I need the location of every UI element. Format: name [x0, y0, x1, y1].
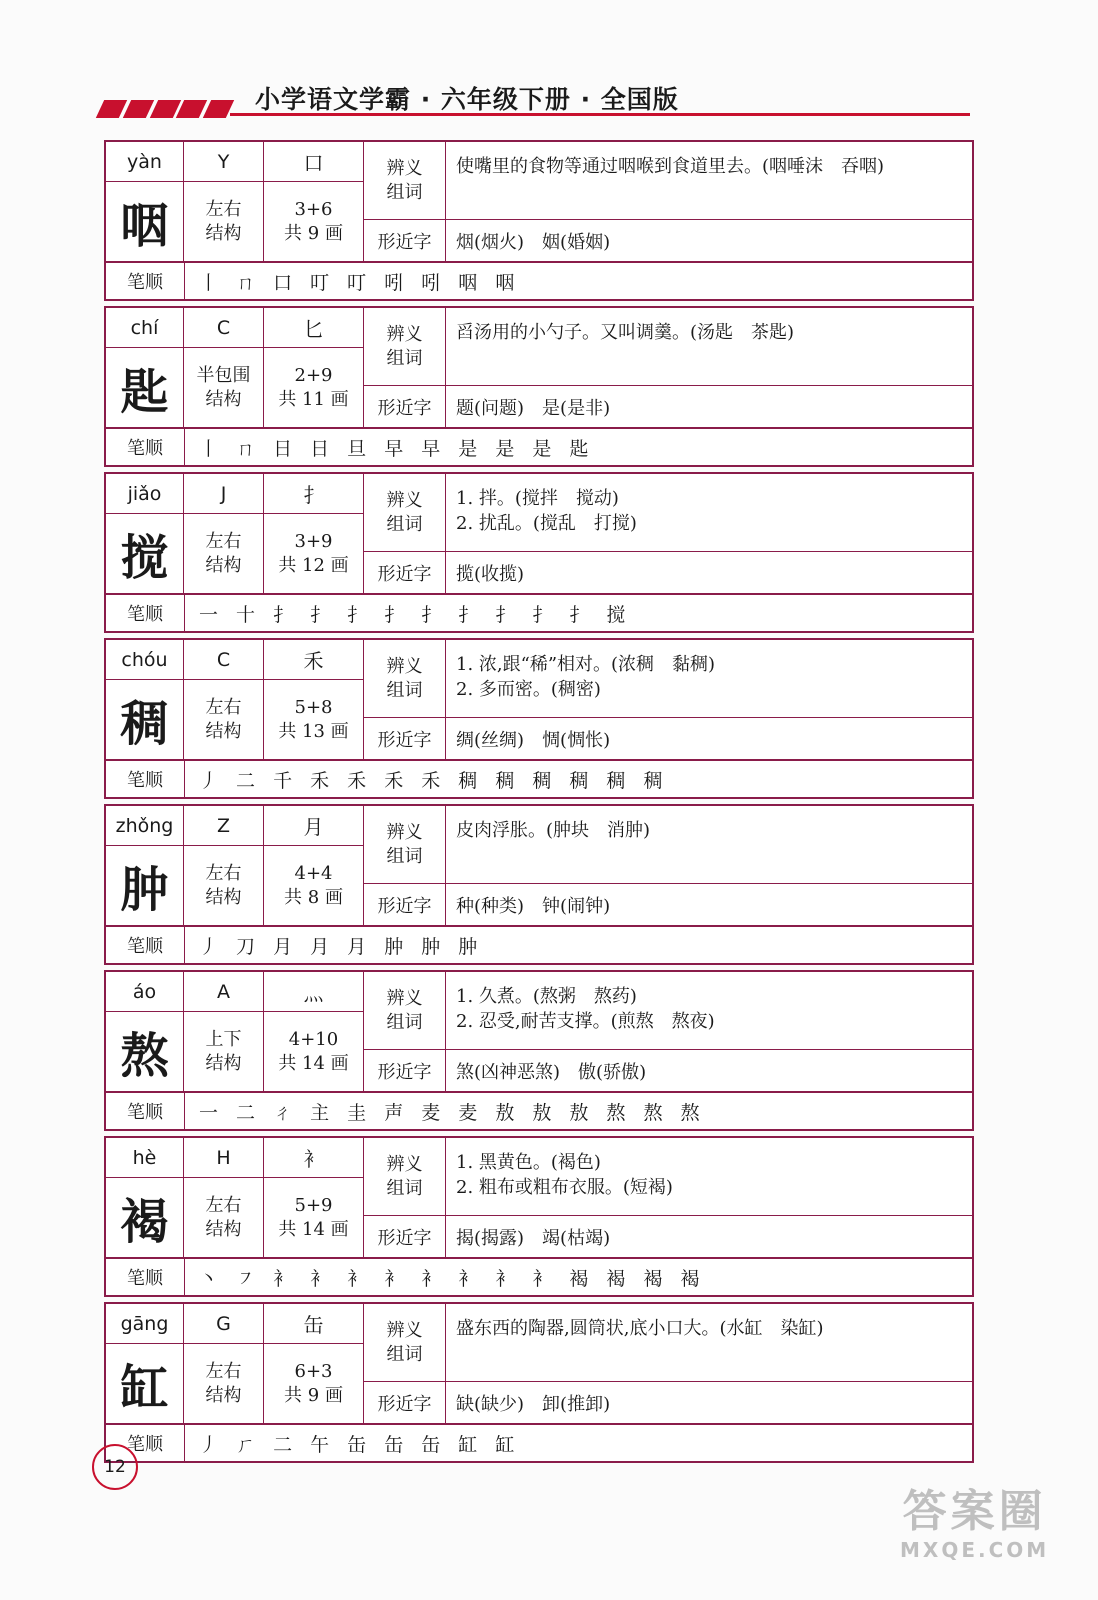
stroke-order-row [106, 1424, 972, 1461]
label-stroke-order: 笔顺 [106, 1093, 185, 1129]
stroke-count: 2+9 共 11 画 [264, 348, 364, 428]
structure: 上下 结构 [184, 1012, 264, 1092]
meaning-line: 2. 粗布或粗布衣服。(短褐) [456, 1177, 673, 1198]
pinyin: yàn [106, 142, 184, 182]
structure: 半包围 结构 [184, 348, 264, 428]
meaning-line: 皮肉浮胀。(肿块 消肿) [456, 820, 651, 841]
character-entry [104, 306, 974, 467]
initial-letter: J [184, 474, 264, 514]
page-number: 12 [92, 1444, 138, 1490]
stroke-order-row [106, 1258, 972, 1295]
initial-letter: Y [184, 142, 264, 182]
meaning-line: 1. 浓,跟“稀”相对。(浓稠 黏稠) [456, 654, 716, 675]
character-entry [104, 638, 974, 799]
stroke-order: 丿 ㄏ 二 午 缶 缶 缶 缸 缸 [199, 1433, 521, 1456]
stroke-order: 丿 刀 月 月 月 肿 肿 肿 [199, 935, 484, 958]
structure: 左右 结构 [184, 182, 264, 262]
similar-characters: 揽(收揽) [446, 552, 972, 594]
character-entry [104, 804, 974, 965]
structure: 左右 结构 [184, 846, 264, 926]
meaning-line: 使嘴里的食物等通过咽喉到食道里去。(咽唾沫 吞咽) [456, 156, 885, 177]
pinyin: hè [106, 1138, 184, 1178]
stroke-order-row [106, 428, 972, 465]
label-meaning: 辨义 组词 [364, 474, 446, 552]
book-title: 小学语文学霸 · 六年级下册 · 全国版 [255, 85, 679, 114]
headword-character: 熬 [106, 1012, 184, 1092]
stroke-count: 6+3 共 9 画 [264, 1344, 364, 1424]
meanings [446, 142, 972, 220]
headword-character: 缸 [106, 1344, 184, 1424]
character-entry [104, 1302, 974, 1463]
stroke-count: 5+8 共 13 画 [264, 680, 364, 760]
radical: 衤 [264, 1138, 364, 1178]
meanings [446, 474, 972, 552]
stroke-order: 丿 二 千 禾 禾 禾 禾 稠 稠 稠 稠 稠 稠 [199, 769, 669, 792]
initial-letter: C [184, 640, 264, 680]
similar-characters: 煞(凶神恶煞) 傲(骄傲) [446, 1050, 972, 1092]
radical: 灬 [264, 972, 364, 1012]
similar-characters: 缺(缺少) 卸(推卸) [446, 1382, 972, 1424]
character-entry [104, 472, 974, 633]
label-similar: 形近字 [364, 552, 446, 594]
label-meaning: 辨义 组词 [364, 972, 446, 1050]
meanings [446, 806, 972, 884]
similar-characters: 绸(丝绸) 惆(惆怅) [446, 718, 972, 760]
label-similar: 形近字 [364, 220, 446, 262]
radical: 口 [264, 142, 364, 182]
headword-character: 稠 [106, 680, 184, 760]
pinyin: chóu [106, 640, 184, 680]
stroke-order-row [106, 594, 972, 631]
label-similar: 形近字 [364, 718, 446, 760]
meanings [446, 1138, 972, 1216]
meaning-line: 2. 多而密。(稠密) [456, 679, 601, 700]
label-similar: 形近字 [364, 1382, 446, 1424]
label-similar: 形近字 [364, 1216, 446, 1258]
label-stroke-order: 笔顺 [106, 1425, 185, 1461]
initial-letter: H [184, 1138, 264, 1178]
stroke-order: 丨 ㄇ 口 叮 叮 吲 吲 咽 咽 [199, 271, 521, 294]
similar-characters: 题(问题) 是(是非) [446, 386, 972, 428]
meaning-line: 舀汤用的小勺子。又叫调羹。(汤匙 茶匙) [456, 322, 795, 343]
meanings [446, 308, 972, 386]
headword-character: 咽 [106, 182, 184, 262]
stroke-order: 丶 ㇇ 衤 衤 衤 衤 衤 衤 衤 衤 褐 褐 褐 褐 [199, 1267, 706, 1290]
character-entries [104, 140, 974, 1468]
headword-character: 褐 [106, 1178, 184, 1258]
character-entry [104, 1136, 974, 1297]
stroke-order-row [106, 262, 972, 299]
pinyin: áo [106, 972, 184, 1012]
pinyin: chí [106, 308, 184, 348]
initial-letter: A [184, 972, 264, 1012]
meaning-line: 1. 久煮。(熬粥 熬药) [456, 986, 637, 1007]
radical: 月 [264, 806, 364, 846]
stroke-order-row [106, 1092, 972, 1129]
label-meaning: 辨义 组词 [364, 806, 446, 884]
label-stroke-order: 笔顺 [106, 761, 185, 797]
stroke-count: 4+10 共 14 画 [264, 1012, 364, 1092]
stroke-order-row [106, 760, 972, 797]
label-similar: 形近字 [364, 884, 446, 926]
meaning-line: 1. 黑黄色。(褐色) [456, 1152, 601, 1173]
radical: 匕 [264, 308, 364, 348]
meaning-line: 2. 扰乱。(搅乱 打搅) [456, 513, 637, 534]
stroke-count: 4+4 共 8 画 [264, 846, 364, 926]
radical: 禾 [264, 640, 364, 680]
stroke-order: 丨 ㄇ 日 日 旦 早 早 是 是 是 匙 [199, 437, 595, 460]
structure: 左右 结构 [184, 1178, 264, 1258]
watermark-url: MXQE.COM [900, 1538, 1050, 1562]
watermark-text: 答案圈 [902, 1486, 1047, 1537]
headword-character: 肿 [106, 846, 184, 926]
label-meaning: 辨义 组词 [364, 1304, 446, 1382]
label-stroke-order: 笔顺 [106, 429, 185, 465]
stroke-count: 5+9 共 14 画 [264, 1178, 364, 1258]
initial-letter: Z [184, 806, 264, 846]
pinyin: zhǒng [106, 806, 184, 846]
structure: 左右 结构 [184, 680, 264, 760]
stroke-order: 一 二 ㄔ 主 圭 声 麦 麦 敖 敖 敖 熬 熬 熬 [199, 1101, 706, 1124]
radical: 扌 [264, 474, 364, 514]
character-entry [104, 140, 974, 301]
stroke-order-row [106, 926, 972, 963]
meaning-line: 2. 忍受,耐苦支撑。(煎熬 熬夜) [456, 1011, 715, 1032]
label-meaning: 辨义 组词 [364, 142, 446, 220]
headword-character: 匙 [106, 348, 184, 428]
label-meaning: 辨义 组词 [364, 640, 446, 718]
structure: 左右 结构 [184, 1344, 264, 1424]
meaning-line: 1. 拌。(搅拌 搅动) [456, 488, 619, 509]
label-similar: 形近字 [364, 1050, 446, 1092]
header-decoration-stripes [100, 100, 230, 118]
meanings [446, 640, 972, 718]
pinyin: jiǎo [106, 474, 184, 514]
meaning-line: 盛东西的陶器,圆筒状,底小口大。(水缸 染缸) [456, 1318, 824, 1339]
headword-character: 搅 [106, 514, 184, 594]
label-stroke-order: 笔顺 [106, 1259, 185, 1295]
similar-characters: 烟(烟火) 姻(婚姻) [446, 220, 972, 262]
label-stroke-order: 笔顺 [106, 927, 185, 963]
character-entry [104, 970, 974, 1131]
label-meaning: 辨义 组词 [364, 308, 446, 386]
label-meaning: 辨义 组词 [364, 1138, 446, 1216]
stroke-count: 3+6 共 9 画 [264, 182, 364, 262]
similar-characters: 揭(揭露) 竭(枯竭) [446, 1216, 972, 1258]
meanings [446, 1304, 972, 1382]
watermark-logo [900, 1486, 1050, 1562]
initial-letter: G [184, 1304, 264, 1344]
label-stroke-order: 笔顺 [106, 595, 185, 631]
page-header [0, 0, 1098, 130]
stroke-order: 一 十 扌 扌 扌 扌 扌 扌 扌 扌 扌 搅 [199, 603, 632, 626]
similar-characters: 种(种类) 钟(闹钟) [446, 884, 972, 926]
meanings [446, 972, 972, 1050]
radical: 缶 [264, 1304, 364, 1344]
structure: 左右 结构 [184, 514, 264, 594]
pinyin: gāng [106, 1304, 184, 1344]
label-similar: 形近字 [364, 386, 446, 428]
label-stroke-order: 笔顺 [106, 263, 185, 299]
initial-letter: C [184, 308, 264, 348]
stroke-count: 3+9 共 12 画 [264, 514, 364, 594]
